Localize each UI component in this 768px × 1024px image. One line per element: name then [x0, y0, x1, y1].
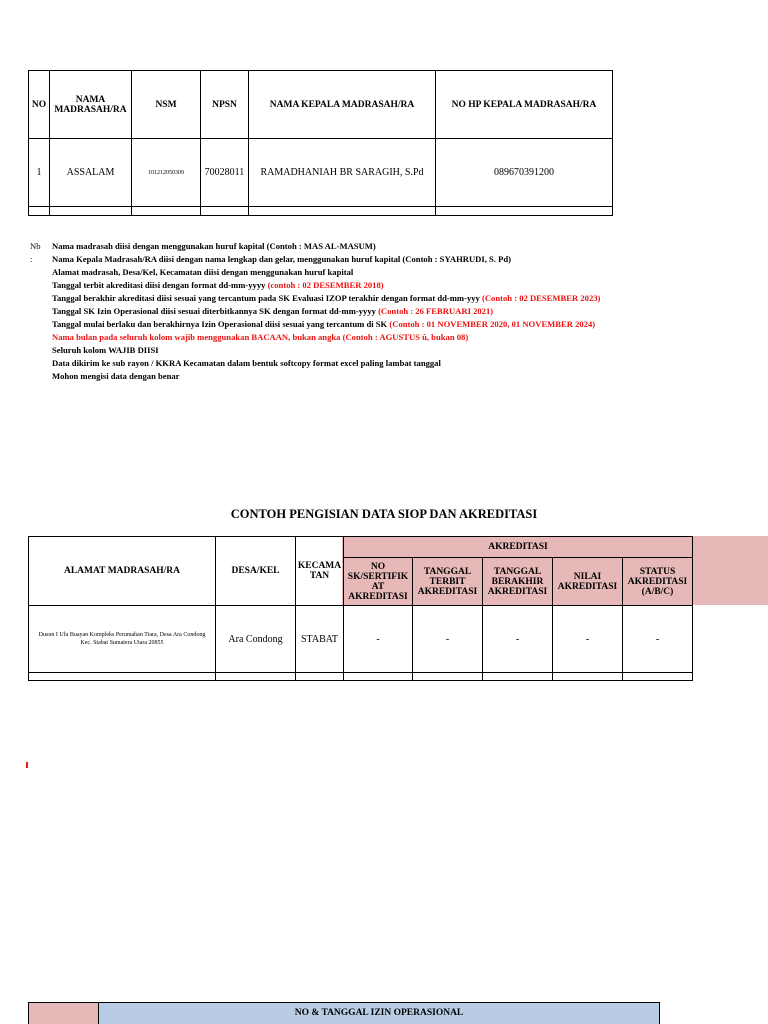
table-header-row	[29, 537, 693, 558]
header-nilai: NILAI AKREDITASI	[553, 558, 623, 606]
table-header-row	[29, 71, 613, 139]
note-text: Tanggal berakhir akreditasi diisi sesuai yang tercantum pada SK Evaluasi IZOP terakhir dengan format dd-mm-yyy	[52, 293, 482, 304]
note-text: Tanggal mulai berlaku dan berakhirnya Izin Operasional diisi sesuai yang tercantum di SK	[52, 319, 390, 330]
note-line	[52, 344, 768, 357]
note-line	[52, 370, 768, 383]
pink-header-cell	[29, 1003, 99, 1024]
note-line	[52, 305, 768, 318]
note-text: Tanggal terbit akreditasi diisi dengan format dd-mm-yyyy	[52, 280, 268, 291]
note-line	[52, 318, 768, 331]
header-no: NO	[29, 71, 50, 139]
empty-row	[29, 673, 693, 681]
cell-alamat: Dusun I Ulu Buayan Kompleks Perumahan Tiara, Desa Ara Condong Kec. Stabat Sumatera Utara 20855	[29, 606, 216, 673]
note-text: Mohon mengisi data dengan benar	[52, 371, 180, 382]
cell-no-sk: -	[344, 606, 413, 673]
cell-status: -	[623, 606, 693, 673]
red-mark	[26, 762, 28, 768]
note-example: (Contoh : 26 FEBRUARI 2021)	[378, 306, 494, 317]
note-text: Alamat madrasah, Desa/Kel, Kecamatan diisi dengan menggunakan huruf kapital	[52, 267, 354, 278]
note-line	[52, 266, 768, 279]
header-no-hp: NO HP KEPALA MADRASAH/RA	[436, 71, 613, 139]
note-line	[52, 253, 768, 266]
cell-npsn: 70028011	[201, 139, 249, 207]
header-alamat: ALAMAT MADRASAH/RA	[29, 537, 216, 606]
izin-operasional-header	[28, 1002, 660, 1024]
note-text: Nama madrasah diisi dengan menggunakan huruf kapital (Contoh : MAS AL-MASUM)	[52, 241, 376, 251]
cell-nilai: -	[553, 606, 623, 673]
header-npsn: NPSN	[201, 71, 249, 139]
note-text: Data dikirim ke sub rayon / KKRA Kecamatan dalam bentuk softcopy format excel paling lambat tanggal	[52, 358, 441, 369]
note-text: Tanggal SK Izin Operasional diisi sesuai diterbitkannya SK dengan format dd-mm-yyyy	[52, 306, 379, 317]
table-row	[29, 139, 613, 207]
note-line	[52, 357, 768, 370]
header-status: STATUS AKREDITASI (A/B/C)	[623, 558, 693, 606]
notes-prefix: Nb :	[30, 241, 41, 265]
note-line	[52, 331, 768, 344]
cell-no: 1	[29, 139, 50, 207]
cell-nama-kepala: RAMADHANIAH BR SARAGIH, S.Pd	[249, 139, 436, 207]
note-example: Nama bulan pada seluruh kolom wajib menggunakan BACAAN, bukan angka (Contoh : AGUSTUS û, bukan 08)	[52, 332, 469, 343]
header-akreditasi: AKREDITASI	[344, 537, 693, 558]
note-line	[52, 292, 768, 305]
header-tanggal-terbit: TANGGAL TERBIT AKREDITASI	[413, 558, 483, 606]
header-nama-madrasah: NAMA MADRASAH/RA	[50, 71, 132, 139]
section-title: CONTOH PENGISIAN DATA SIOP DAN AKREDITASI	[230, 507, 538, 521]
cell-nsm: 101212050309	[132, 139, 201, 207]
note-line	[52, 279, 768, 292]
akreditasi-table	[28, 536, 693, 681]
izin-operasional-label: NO & TANGGAL IZIN OPERASIONAL	[99, 1003, 659, 1024]
header-no-sk: NO SK/SERTIFIK AT AKREDITASI	[344, 558, 413, 606]
header-desa: DESA/KEL	[216, 537, 296, 606]
cell-nama-madrasah: ASSALAM	[50, 139, 132, 207]
note-example: (Contoh : 02 DESEMBER 2023)	[481, 293, 601, 304]
cell-no-hp: 089670391200	[436, 139, 613, 207]
header-nama-kepala: NAMA KEPALA MADRASAH/RA	[249, 71, 436, 139]
cell-desa: Ara Condong	[216, 606, 296, 673]
header-tanggal-berakhir: TANGGAL BERAKHIR AKREDITASI	[483, 558, 553, 606]
header-nsm: NSM	[132, 71, 201, 139]
note-text: Nama Kepala Madrasah/RA diisi dengan nama lengkap dan gelar, menggunakan huruf kapital (Contoh : SYAHRUDI, S. Pd)	[52, 254, 511, 265]
empty-row	[29, 207, 613, 216]
note-example: (Contoh : 01 NOVEMBER 2020, 01 NOVEMBER 2024)	[389, 319, 596, 330]
table-row	[29, 606, 693, 673]
note-text: Seluruh kolom WAJIB DIISI	[52, 345, 159, 356]
cell-tanggal-berakhir: -	[483, 606, 553, 673]
note-line	[52, 240, 768, 253]
cell-tanggal-terbit: -	[413, 606, 483, 673]
note-example: (contoh : 02 DESEMBER 2018)	[267, 280, 384, 291]
madrasah-table	[28, 70, 613, 216]
cell-kecamatan: STABAT	[296, 606, 344, 673]
header-kecamatan: KECAMA TAN	[296, 537, 344, 606]
